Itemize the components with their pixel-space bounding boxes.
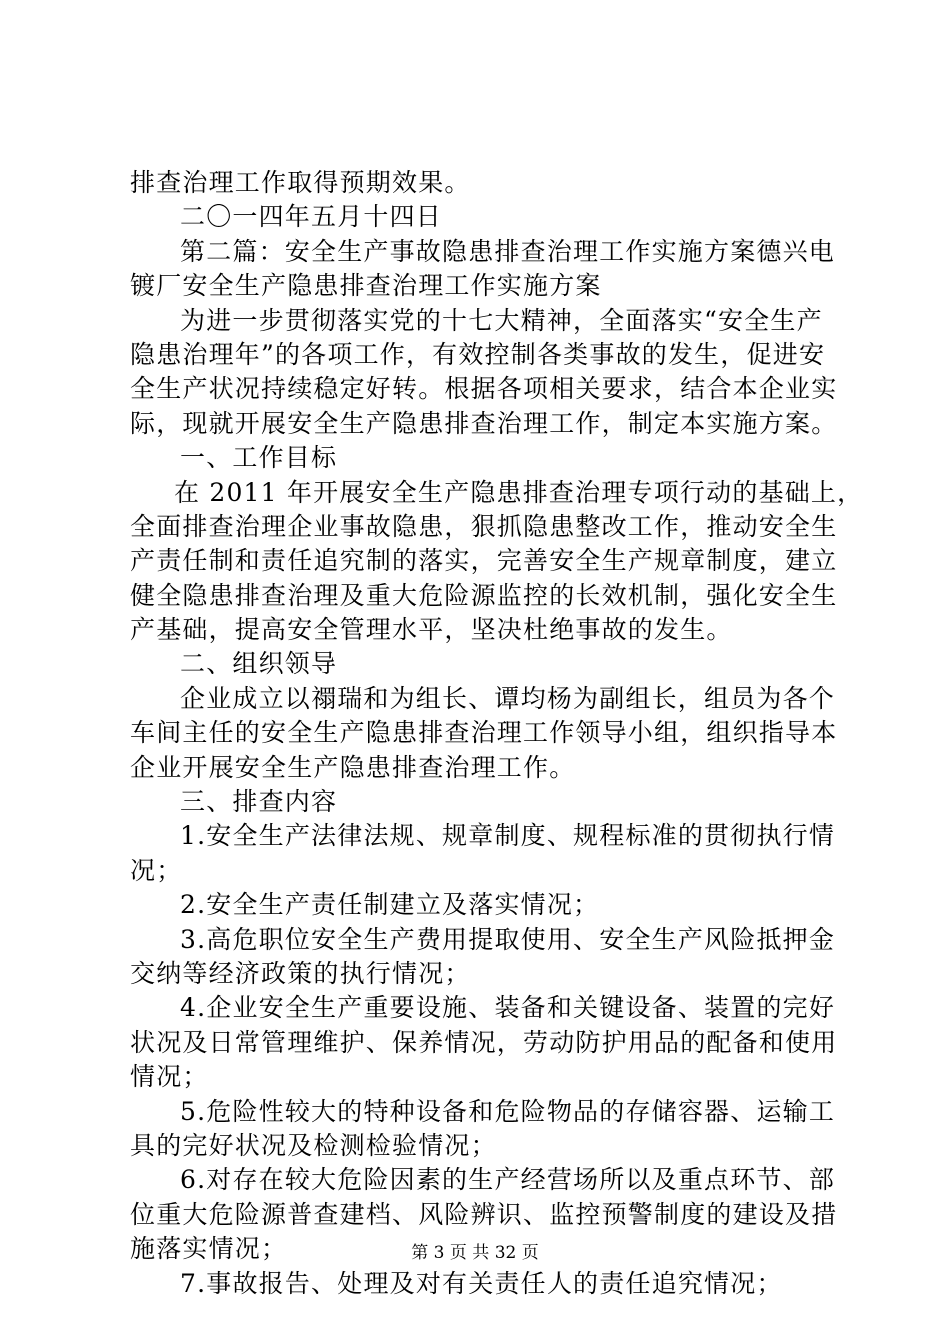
date-line: 二〇一四年五月十四日 — [180, 202, 443, 232]
page-number: 第 3 页 共 32 页 — [411, 1243, 539, 1263]
paragraph-line: 企业开展安全生产隐患排查治理工作。 — [130, 752, 576, 782]
section-heading: 二、组织领导 — [180, 649, 338, 679]
list-item-cont: 况； — [130, 855, 183, 885]
paragraph-line: 产基础，提高安全管理水平，坚决杜绝事故的发生。 — [130, 615, 733, 645]
document-body — [130, 166, 864, 1301]
section-heading: 一、工作目标 — [180, 443, 338, 473]
list-item: 3.高危职位安全生产费用提取使用、安全生产风险抵押金 — [180, 924, 836, 954]
list-item: 7.事故报告、处理及对有关责任人的责任追究情况； — [180, 1268, 783, 1298]
list-item-cont: 交纳等经济政策的执行情况； — [130, 958, 471, 988]
list-item-cont: 施落实情况； — [130, 1234, 288, 1264]
paragraph-line: 际，现就开展安全生产隐患排查治理工作，制定本实施方案。 — [130, 408, 838, 438]
page-footer — [0, 1241, 950, 1265]
text-line: 排查治理工作取得预期效果。 — [130, 168, 471, 197]
chapter-title-cont: 镀厂安全生产隐患排查治理工作实施方案 — [130, 271, 602, 301]
paragraph-line: 车间主任的安全生产隐患排查治理工作领导小组，组织指导本 — [130, 718, 838, 748]
paragraph-line: 为进一步贯彻落实党的十七大精神，全面落实“安全生产 — [180, 305, 823, 335]
list-item-cont: 情况； — [130, 1062, 209, 1092]
paragraph-line: 企业成立以禤瑞和为组长、谭均杨为副组长，组员为各个 — [180, 683, 836, 713]
paragraph-line: 隐患治理年”的各项工作，有效控制各类事故的发生，促进安 — [130, 339, 826, 369]
chapter-title: 第二篇：安全生产事故隐患排查治理工作实施方案德兴电 — [180, 236, 836, 266]
list-item-cont: 状况及日常管理维护、保养情况，劳动防护用品的配备和使用 — [130, 1027, 838, 1057]
list-item-cont: 具的完好状况及检测检验情况； — [130, 1130, 497, 1160]
paragraph-line: 产责任制和责任追究制的落实，完善安全生产规章制度，建立 — [130, 546, 838, 576]
paragraph-line: 在 2011 年开展安全生产隐患排查治理专项行动的基础上， — [174, 477, 864, 507]
list-item: 1.安全生产法律法规、规章制度、规程标准的贯彻执行情 — [180, 821, 836, 851]
paragraph-line: 全面排查治理企业事故隐患，狠抓隐患整改工作，推动安全生 — [130, 511, 838, 541]
paragraph-line: 健全隐患排查治理及重大危险源监控的长效机制，强化安全生 — [130, 580, 838, 610]
section-heading: 三、排查内容 — [180, 787, 338, 817]
list-item: 5.危险性较大的特种设备和危险物品的存储容器、运输工 — [180, 1096, 836, 1126]
list-item: 4.企业安全生产重要设施、装备和关键设备、装置的完好 — [180, 993, 836, 1023]
list-item: 2.安全生产责任制建立及落实情况； — [180, 890, 600, 920]
list-item: 6.对存在较大危险因素的生产经营场所以及重点环节、部 — [180, 1165, 836, 1195]
list-item-cont: 位重大危险源普查建档、风险辨识、监控预警制度的建设及措 — [130, 1199, 838, 1229]
paragraph-line: 全生产状况持续稳定好转。根据各项相关要求，结合本企业实 — [130, 374, 838, 404]
